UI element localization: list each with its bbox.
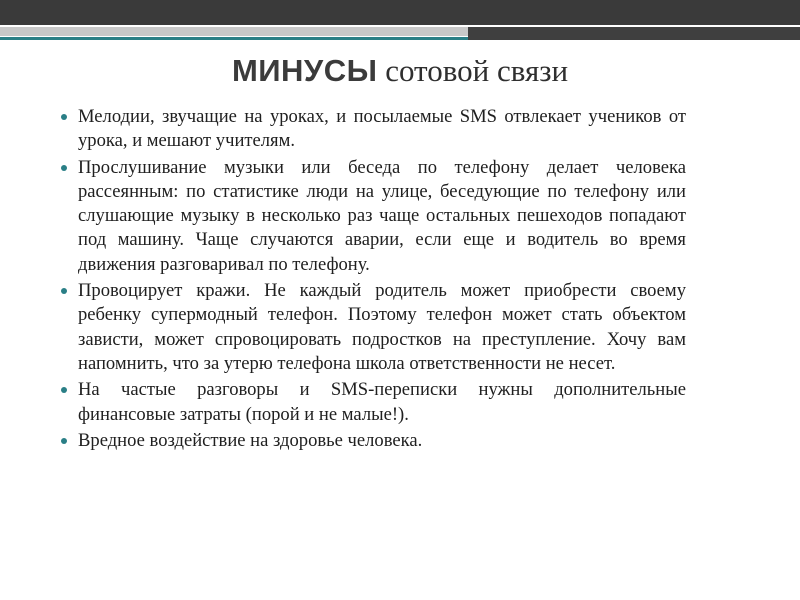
bullet-text: Провоцирует кражи. Не каждый родитель может приобрести своему ребенку супермодный телефон. Поэтому телефон может стать объектом зависти, может спровоцировать подростков на преступление. Хочу вам напомнить, что за утерю телефона школа ответственности не несет. xyxy=(78,280,686,374)
bullet-item xyxy=(78,378,686,427)
slide-title xyxy=(0,52,800,89)
bullet-item xyxy=(78,156,686,277)
bullet-text: На частые разговоры и SMS-переписки нужны дополнительные финансовые затраты (порой и не малые!). xyxy=(78,379,686,425)
bullet-dot-icon xyxy=(61,165,67,171)
bullet-text: Мелодии, звучащие на уроках, и посылаемые SMS отвлекает учеников от урока, и мешают учителям. xyxy=(78,106,686,152)
top-header-bar xyxy=(0,0,800,25)
bullet-text: Вредное воздействие на здоровье человека. xyxy=(78,429,423,451)
bullet-dot-icon xyxy=(61,387,67,393)
bullet-item xyxy=(78,105,686,154)
bullet-item xyxy=(78,279,686,376)
bullet-dot-icon xyxy=(61,114,67,120)
bullet-item xyxy=(78,429,686,453)
bullet-list xyxy=(78,105,686,453)
bullet-dot-icon xyxy=(61,438,67,444)
slide-content xyxy=(78,105,686,455)
header-dark-tab xyxy=(468,27,800,40)
slide-title-strong: МИНУСЫ xyxy=(231,53,378,88)
slide-title-rest: сотовой связи xyxy=(377,53,569,88)
bullet-dot-icon xyxy=(61,288,67,294)
bullet-text: Прослушивание музыки или беседа по телефону делает человека рассеянным: по статистике люди на улице, беседующие по телефону или слушающие музыку в несколько раз чаще остальных пешеходов попадают под машину. Чаще случаются аварии, если еще и водитель во время движения разговаривал по телефону. xyxy=(78,156,686,275)
